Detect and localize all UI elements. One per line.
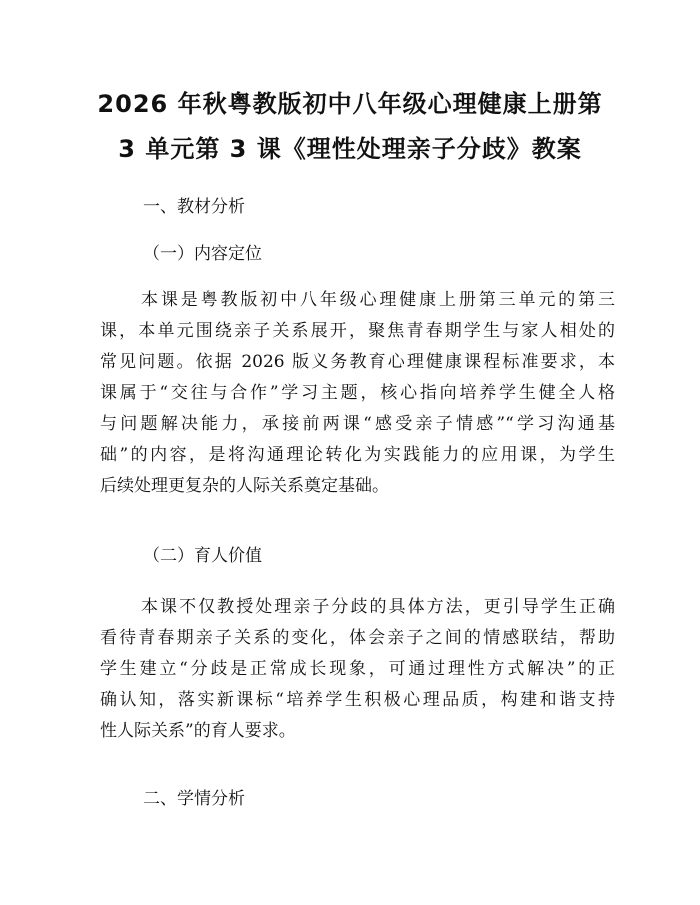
paragraph-line: 本课不仅教授处理亲子分歧的具体方法，更引导学生正确 bbox=[141, 597, 615, 617]
document-title-line-2: 3 单元第 3 课《理性处理亲子分歧》教案 bbox=[118, 135, 582, 163]
paragraph-line: 性人际关系”的育人要求。 bbox=[100, 721, 296, 741]
paragraph-line: 后续处理更复杂的人际关系奠定基础。 bbox=[100, 476, 389, 496]
document-title-line-1: 2026 年秋粤教版初中八年级心理健康上册第 bbox=[97, 90, 603, 118]
section-heading-textbook-analysis: 一、教材分析 bbox=[143, 197, 245, 217]
paragraph-line: 看待青春期亲子关系的变化，体会亲子之间的情感联结，帮助 bbox=[100, 628, 615, 648]
paragraph-line: 课，本单元围绕亲子关系展开，聚焦青春期学生与家人相处的 bbox=[100, 321, 615, 341]
paragraph-line: 础”的内容，是将沟通理论转化为实践能力的应用课，为学生 bbox=[100, 445, 615, 465]
paragraph-line: 与问题解决能力，承接前两课“感受亲子情感”“学习沟通基 bbox=[100, 414, 615, 434]
paragraph-line: 学生建立“分歧是正常成长现象，可通过理性方式解决”的正 bbox=[100, 659, 615, 679]
paragraph-line: 本课是粤教版初中八年级心理健康上册第三单元的第三 bbox=[141, 290, 615, 310]
paragraph-content-positioning bbox=[100, 285, 615, 502]
section-heading-student-analysis: 二、学情分析 bbox=[143, 789, 245, 809]
paragraph-line: 课属于“交往与合作”学习主题，核心指向培养学生健全人格 bbox=[100, 383, 615, 403]
paragraph-educational-value bbox=[100, 592, 615, 747]
subsection-heading-content-positioning: （一）内容定位 bbox=[143, 244, 262, 264]
paragraph-line: 确认知，落实新课标“培养学生积极心理品质，构建和谐支持 bbox=[100, 690, 615, 710]
paragraph-line: 常见问题。依据 2026 版义务教育心理健康课程标准要求，本 bbox=[100, 352, 615, 372]
subsection-heading-educational-value: （二）育人价值 bbox=[143, 546, 262, 566]
